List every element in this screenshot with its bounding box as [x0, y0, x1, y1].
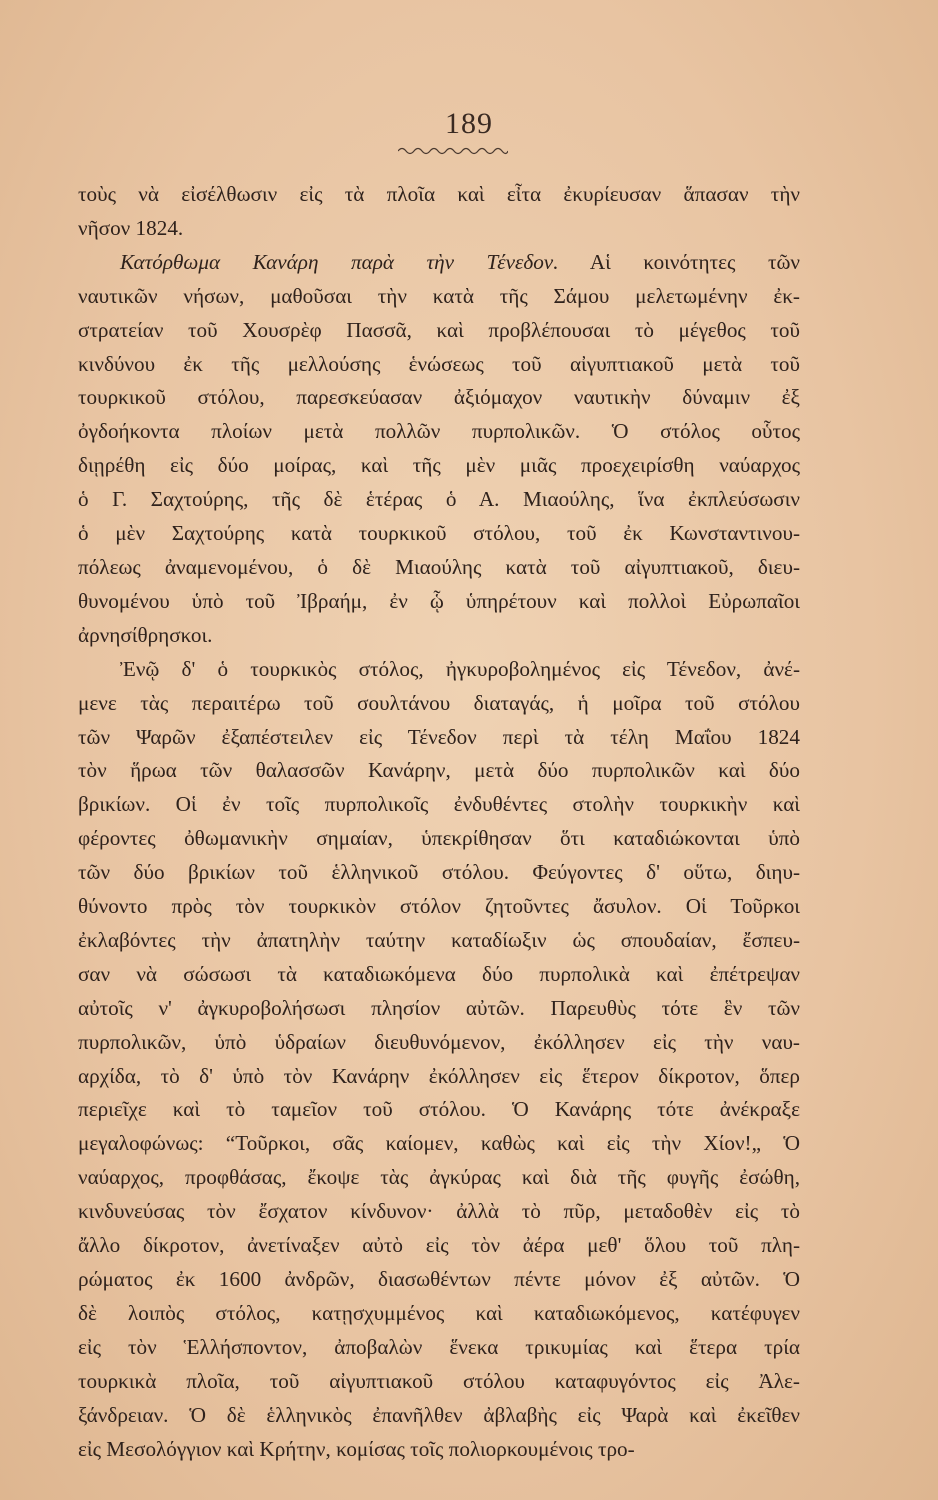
text-line: ὀγδοήκοντα πλοίων μετὰ πολλῶν πυρπολικῶν. Ὁ στόλος οὗτος [78, 419, 800, 444]
text-line: Ἐνῷ δ' ὁ τουρκικὸς στόλος, ἠγκυροβολημένος εἰς Τένεδον, ἀνέ- [120, 656, 800, 681]
text-line [78, 246, 800, 280]
text-line-tail: Αἱ κοινότητες τῶν [589, 249, 800, 274]
text-line: ρώματος ἐκ 1600 ἀνδρῶν, διασωθέντων πέντε μόνον ἐξ αὐτῶν. Ὁ [78, 1267, 800, 1291]
page-number: 189 [445, 107, 493, 140]
text-line: τὸν ἥρωα τῶν θαλασσῶν Κανάρην, μετὰ δύο πυρπολικῶν καὶ δύο [78, 758, 800, 783]
text-line: τῶν δύο βρικίων τοῦ ἑλληνικοῦ στόλου. Φεύγοντες δ' οὕτω, διηυ- [78, 860, 800, 885]
text-line: μενε τὰς περαιτέρω τοῦ σουλτάνου διαταγάς, ἡ μοῖρα τοῦ στόλου [78, 690, 800, 715]
text-line: ἄλλο δίκροτον, ἀνετίναξεν αὐτὸ εἰς τὸν ἀέρα μεθ' ὅλου τοῦ πλη- [78, 1233, 800, 1258]
text-line: θύνοντο πρὸς τὸν τουρκικὸν στόλον ζητοῦντες ἄσυλον. Οἱ Τοῦρκοι [78, 894, 800, 919]
main-text [78, 178, 800, 1466]
text-line: ὁ μὲν Σαχτούρης κατὰ τουρκικοῦ στόλου, τοῦ ἐκ Κωνσταντινου- [78, 521, 800, 546]
text-line: αὐτοῖς ν' ἀγκυροβολήσωσι πλησίον αὐτῶν. Παρευθὺς τότε ἓν τῶν [78, 995, 800, 1020]
text-line: περιεῖχε καὶ τὸ ταμεῖον τοῦ στόλου. Ὁ Κανάρης τότε ἀνέκραξε [78, 1097, 800, 1122]
text-line: βρικίων. Οἱ ἐν τοῖς πυρπολικοῖς ἐνδυθέντες στολὴν τουρκικὴν καὶ [78, 792, 800, 817]
text-line: ἀρνησίθρησκοι. [78, 622, 213, 647]
text-line: σαν νὰ σώσωσι τὰ καταδιωκόμενα δύο πυρπολικὰ καὶ ἐπέτρεψαν [78, 961, 800, 986]
text-line: θυνομένου ὑπὸ τοῦ Ἰβραήμ, ἐν ᾧ ὑπηρέτουν καὶ πολλοὶ Εὐρωπαῖοι [78, 588, 800, 613]
text-line: ναυτικῶν νήσων, μαθοῦσαι τὴν κατὰ τῆς Σάμου μελετωμένην ἐκ- [78, 283, 800, 308]
text-line: ὁ Γ. Σαχτούρης, τῆς δὲ ἑτέρας ὁ Α. Μιαούλης, ἵνα ἐκπλεύσωσιν [78, 487, 800, 512]
text-line: μεγαλοφώνως: “Τοῦρκοι, σᾶς καίομεν, καθὼς καὶ εἰς τὴν Χίον!„ Ὁ [78, 1131, 800, 1156]
text-line: τοὺς νὰ εἰσέλθωσιν εἰς τὰ πλοῖα καὶ εἶτα ἐκυρίευσαν ἅπασαν τὴν [78, 182, 800, 206]
text-line: πυρπολικῶν, ὑπὸ ὑδραίων διευθυνόμενον, ἐκόλλησεν εἰς τὴν ναυ- [78, 1029, 800, 1054]
text-line: εἰς τὸν Ἑλλήσποντον, ἀποβαλὼν ἕνεκα τρικυμίας καὶ ἕτερα τρία [78, 1334, 800, 1359]
text-line: τουρκικὰ πλοῖα, τοῦ αἰγυπτιακοῦ στόλου καταφυγόντος εἰς Ἀλε- [78, 1368, 800, 1393]
text-line: εἰς Μεσολόγγιον καὶ Κρήτην, κομίσας τοῖς πολιορκουμένοις τρο- [78, 1436, 635, 1461]
text-line: ἐκλαβόντες τὴν ἀπατηλὴν ταύτην καταδίωξιν ὡς σπουδαίαν, ἔσπευ- [78, 927, 800, 952]
text-line: ναύαρχος, προφθάσας, ἔκοψε τὰς ἀγκύρας καὶ διὰ τῆς φυγῆς ἐσώθη, [78, 1165, 800, 1190]
text-line: στρατείαν τοῦ Χουσρὲφ Πασσᾶ, καὶ προβλέπουσαι τὸ μέγεθος τοῦ [78, 317, 800, 342]
ornament-wavy-rule [398, 146, 508, 156]
text-line: πόλεως ἀναμενομένου, ὁ δὲ Μιαούλης κατὰ τοῦ αἰγυπτιακοῦ, διευ- [78, 554, 800, 579]
text-line: νῆσον 1824. [78, 215, 184, 240]
text-line: τουρκικοῦ στόλου, παρεσκεύασαν ἀξιόμαχον ναυτικὴν δύναμιν ἐξ [78, 385, 800, 410]
text-line: αρχίδα, τὸ δ' ὑπὸ τὸν Κανάρην ἐκόλλησεν εἰς ἕτερον δίκροτον, ὅπερ [78, 1063, 800, 1088]
paragraph-2 [78, 246, 800, 653]
paragraph-1 [78, 178, 800, 246]
text-line: φέροντες ὀθωμανικὴν σημαίαν, ὑπεκρίθησαν ὅτι καταδιώκονται ὑπὸ [78, 826, 800, 851]
section-heading: Κατόρθωμα Καvάρη παρὰ τὴν Τένεδον. [120, 249, 559, 274]
text-line: ξάνδρειαν. Ὁ δὲ ἑλληνικὸς ἐπανῆλθεν ἀβλαβὴς εἰς Ψαρὰ καὶ ἐκεῖθεν [78, 1402, 800, 1427]
text-line: κινδυνεύσας τὸν ἔσχατον κίνδυνον· ἀλλὰ τὸ πῦρ, μεταδοθὲν εἰς τὸ [78, 1199, 800, 1224]
text-line: δὲ λοιπὸς στόλος, κατῃσχυμμένος καὶ καταδιωκόμενος, κατέφυγεν [78, 1300, 800, 1325]
text-line: διῃρέθη εἰς δύο μοίρας, καὶ τῆς μὲν μιᾶς προεχειρίσθη ναύαρχος [78, 453, 800, 478]
text-line: κινδύνου ἐκ τῆς μελλούσης ἑνώσεως τοῦ αἰγυπτιακοῦ μετὰ τοῦ [78, 351, 800, 376]
paragraph-3 [78, 653, 800, 1467]
text-line: τῶν Ψαρῶν ἐξαπέστειλεν εἰς Τένεδον περὶ τὰ τέλη Μαΐου 1824 [78, 724, 800, 749]
